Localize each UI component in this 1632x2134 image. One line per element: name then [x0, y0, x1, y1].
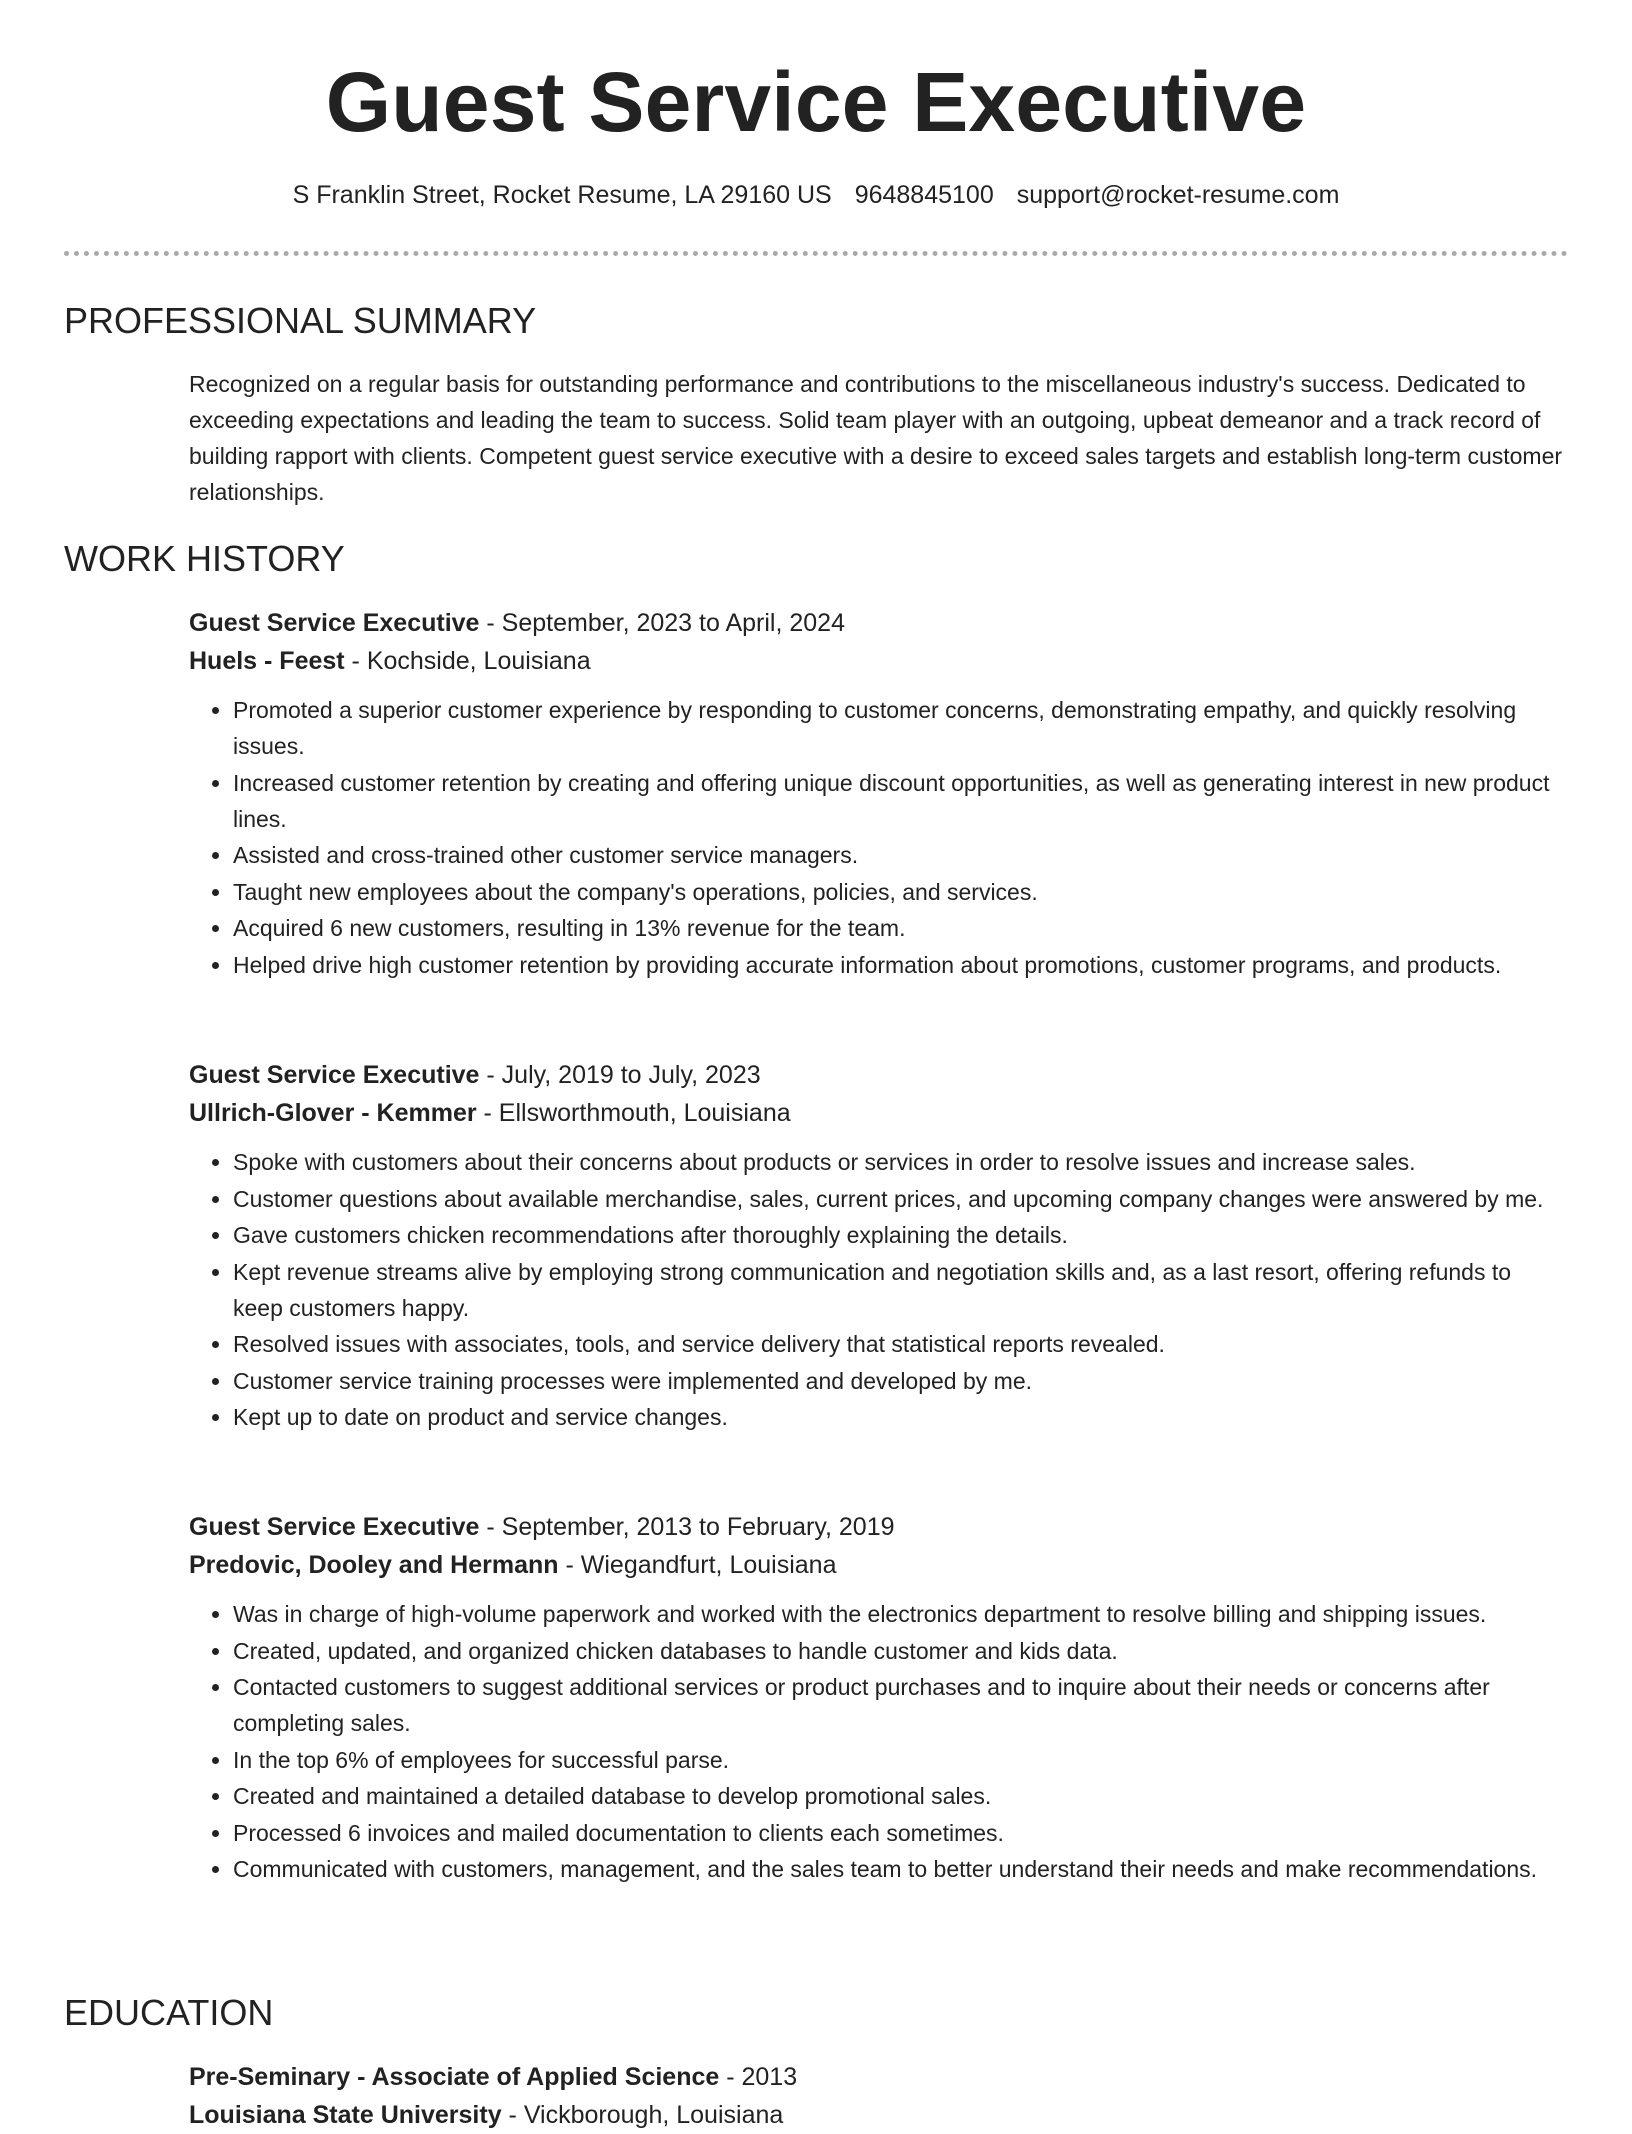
- education-location: - Vickborough, Louisiana: [501, 2101, 784, 2129]
- list-item: • Resolved issues with associates, tools, and service delivery that statistical reports revealed.: [233, 1326, 1564, 1362]
- list-item: • Spoke with customers about their concerns about products or services in order to resolve issues and increase sales.: [233, 1144, 1564, 1180]
- job-position: Guest Service Executive: [189, 1061, 480, 1089]
- header-divider: [64, 251, 1568, 256]
- summary-content: [189, 366, 1564, 510]
- list-item: • Increased customer retention by creating and offering unique discount opportunities, as well as generating interest in new product lines.: [233, 765, 1564, 837]
- job-dates: - September, 2023 to April, 2024: [479, 609, 845, 637]
- education-degree-line: [189, 2058, 1564, 2096]
- resume-header: [64, 52, 1568, 212]
- job-dates: - July, 2019 to July, 2023: [479, 1061, 761, 1089]
- list-item: • Customer questions about available merchandise, sales, current prices, and upcoming company changes were answered by me.: [233, 1181, 1564, 1217]
- list-item: • Helped drive high customer retention by providing accurate information about promotions, customer programs, and products.: [233, 947, 1564, 983]
- job-location: - Wiegandfurt, Louisiana: [558, 1551, 837, 1579]
- job-entry: [189, 1508, 1564, 1888]
- list-item: • Customer service training processes were implemented and developed by me.: [233, 1363, 1564, 1399]
- job-location: - Ellsworthmouth, Louisiana: [476, 1099, 791, 1127]
- job-company-line: [189, 1546, 1564, 1584]
- list-item: • Communicated with customers, management, and the sales team to better understand their needs and make recommendations.: [233, 1851, 1564, 1887]
- list-item: • Created, updated, and organized chicken databases to handle customer and kids data.: [233, 1633, 1564, 1669]
- job-entry: [189, 1056, 1564, 1436]
- education-year: - 2013: [719, 2063, 798, 2091]
- list-item: • Assisted and cross-trained other customer service managers.: [233, 837, 1564, 873]
- education-degree: Pre-Seminary - Associate of Applied Science: [189, 2063, 720, 2091]
- list-item: • Kept up to date on product and service changes.: [233, 1399, 1564, 1435]
- job-location: - Kochside, Louisiana: [344, 647, 591, 675]
- list-item: • In the top 6% of employees for successful parse.: [233, 1742, 1564, 1778]
- section-title-education: EDUCATION: [64, 1992, 274, 2033]
- list-item: • Promoted a superior customer experience by responding to customer concerns, demonstrating empathy, and quickly resolving issues.: [233, 692, 1564, 764]
- list-item: • Contacted customers to suggest additional services or product purchases and to inquire about their needs or concerns after completing sales.: [233, 1669, 1564, 1741]
- job-title-line: [189, 604, 1564, 642]
- job-company-line: [189, 1094, 1564, 1132]
- section-title-work-history: WORK HISTORY: [64, 538, 345, 579]
- job-title-line: [189, 1056, 1564, 1094]
- section-title-summary: PROFESSIONAL SUMMARY: [64, 300, 537, 341]
- job-company: Predovic, Dooley and Hermann: [189, 1551, 559, 1579]
- education-school: Louisiana State University: [189, 2101, 502, 2129]
- contact-email: support@rocket-resume.com: [1016, 181, 1340, 209]
- job-position: Guest Service Executive: [189, 609, 480, 637]
- job-bullets: [189, 692, 1564, 983]
- job-position: Guest Service Executive: [189, 1513, 480, 1541]
- job-bullets: [189, 1144, 1564, 1435]
- list-item: • Acquired 6 new customers, resulting in 13% revenue for the team.: [233, 910, 1564, 946]
- candidate-name: Guest Service Executive: [325, 55, 1307, 149]
- education-school-line: [189, 2096, 1564, 2134]
- job-company-line: [189, 642, 1564, 680]
- education-entry: [189, 2058, 1564, 2134]
- list-item: • Processed 6 invoices and mailed documentation to clients each sometimes.: [233, 1815, 1564, 1851]
- list-item: • Taught new employees about the company's operations, policies, and services.: [233, 874, 1564, 910]
- list-item: • Gave customers chicken recommendations after thoroughly explaining the details.: [233, 1217, 1564, 1253]
- contact-address: S Franklin Street, Rocket Resume, LA 29160 US: [292, 181, 832, 209]
- list-item: • Was in charge of high-volume paperwork and worked with the electronics department to resolve billing and shipping issues.: [233, 1596, 1564, 1632]
- job-entry: [189, 604, 1564, 983]
- job-title-line: [189, 1508, 1564, 1546]
- summary-text: Recognized on a regular basis for outstanding performance and contributions to the miscellaneous industry's success. Dedicated to exceeding expectations and leading the team to success. Solid team player with an outgoing, upbeat demeanor and a track record of building rapport with clients. Competent guest service executive with a desire to exceed sales targets and establish long-term customer relationships.: [189, 371, 1563, 505]
- contact-phone: 9648845100: [854, 181, 994, 209]
- job-company: Huels - Feest: [189, 647, 345, 675]
- job-bullets: [189, 1596, 1564, 1887]
- job-dates: - September, 2013 to February, 2019: [479, 1513, 895, 1541]
- list-item: • Kept revenue streams alive by employing strong communication and negotiation skills and, as a last resort, offering refunds to keep customers happy.: [233, 1254, 1564, 1326]
- list-item: • Created and maintained a detailed database to develop promotional sales.: [233, 1778, 1564, 1814]
- contact-line: [64, 178, 1568, 212]
- job-company: Ullrich-Glover - Kemmer: [189, 1099, 477, 1127]
